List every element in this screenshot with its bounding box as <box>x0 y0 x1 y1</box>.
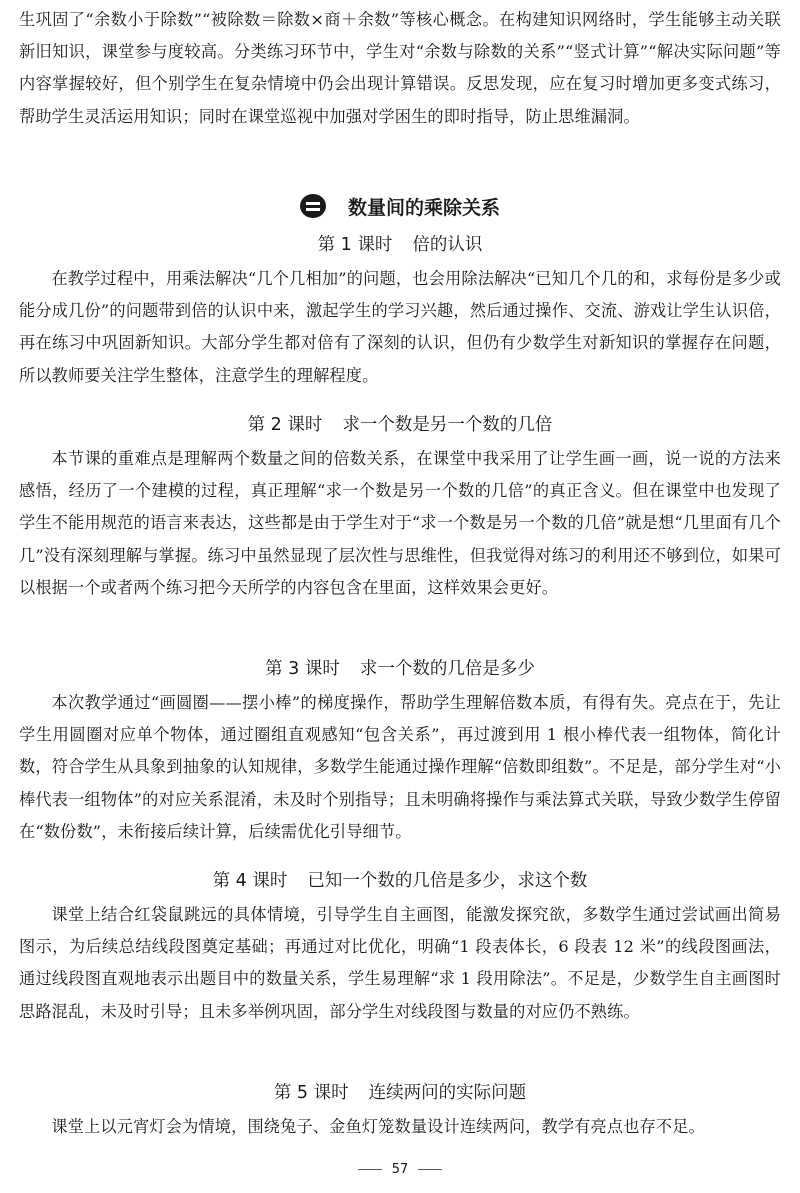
lesson-5-number: 第 5 课时 <box>273 1083 349 1103</box>
footer-dash-left <box>358 1169 382 1170</box>
page-footer <box>0 1160 800 1180</box>
lesson-4-number: 第 4 课时 <box>212 871 288 891</box>
lesson-4-text: 课堂上结合红袋鼠跳远的具体情境，引导学生自主画图，能激发探究欲，多数学生通过尝试画出简易图示，为后续总结线段图奠定基础；再通过对比优化，明确“1 段表体长，6 段表 12 米”的线段图画法，通过线段图直观地表示出题目中的数量关系，学生易理解“求 1 段用除法”。不足是，少数学生自主画图时思路混乱，未及时引导；且未多举例巩固，部分学生对线段图与数量的对应仍不熟练。 <box>19 905 781 1021</box>
number-two-circle-icon <box>300 194 326 218</box>
lesson-3-number: 第 3 课时 <box>265 659 340 679</box>
lesson-1-number: 第 1 课时 <box>317 235 393 255</box>
page-number: 57 <box>391 1162 409 1177</box>
lesson-2-title: 求一个数是另一个数的几倍 <box>342 415 553 435</box>
lesson-3-title: 求一个数的几倍是多少 <box>359 659 535 679</box>
lesson-4-heading <box>0 863 800 899</box>
lesson-2-number: 第 2 课时 <box>247 415 323 435</box>
lesson-5-title: 连续两问的实际问题 <box>368 1083 527 1103</box>
lesson-1-heading <box>0 227 800 263</box>
section-heading <box>0 188 800 228</box>
lesson-2-text: 本节课的重难点是理解两个数量之间的倍数关系，在课堂中我采用了让学生画一画，说一说的方法来感悟，经历了一个建模的过程，真正理解“求一个数是另一个数的几倍”的真正含义。但在课堂中也发现了学生不能用规范的语言来表达，这些都是由于学生对于“求一个数是另一个数的几倍”就是想“几里面有几个几”没有深刻理解与掌握。练习中虽然显现了层次性与思维性，但我觉得对练习的利用还不够到位，如果可以根据一个或者两个练习把今天所学的内容包含在里面，这样效果会更好。 <box>19 449 781 597</box>
lesson-5-text: 课堂上以元宵灯会为情境，围绕兔子、金鱼灯笼数量设计连续两问，教学有亮点也存不足。 <box>51 1117 705 1136</box>
lesson-3-text: 本次教学通过“画圆圈——摆小棒”的梯度操作，帮助学生理解倍数本质，有得有失。亮点在于，先让学生用圆圈对应单个物体，通过圈组直观感知“包含关系”，再过渡到用 1 根小棒代表一组物体，简化计数，符合学生从具象到抽象的认知规律，多数学生能通过操作理解“倍数即组数”。不足是，部分学生对“小棒代表一组物体”的对应关系混淆，未及时个别指导；且未明确将操作与乘法算式关联，导致少数学生停留在“数份数”，未衔接后续计算，后续需优化引导细节。 <box>19 693 781 841</box>
lesson-1-title: 倍的认识 <box>412 235 483 255</box>
intro-paragraph: 生巩固了“余数小于除数”“被除数＝除数×商＋余数”等核心概念。在构建知识网络时，学生能够主动关联新旧知识，课堂参与度较高。分类练习环节中，学生对“余数与除数的关系”“竖式计算”“解决实际问题”等内容掌握较好，但个别学生在复杂情境中仍会出现计算错误。反思发现，应在复习时增加更多变式练习，帮助学生灵活运用知识；同时在课堂巡视中加强对学困生的即时指导，防止思维漏洞。 <box>19 10 781 126</box>
lesson-4-title: 已知一个数的几倍是多少，求这个数 <box>307 871 588 891</box>
lesson-2-heading <box>0 407 800 443</box>
lesson-3-heading <box>0 651 800 687</box>
lesson-5-heading <box>0 1075 800 1111</box>
footer-dash-right <box>418 1169 442 1170</box>
lesson-1-text: 在教学过程中，用乘法解决“几个几相加”的问题，也会用除法解决“已知几个几的和，求每份是多少或能分成几份”的问题带到倍的认识中来，激起学生的学习兴趣，然后通过操作、交流、游戏让学生认识倍，再在练习中巩固新知识。大部分学生都对倍有了深刻的认识，但仍有少数学生对新知识的掌握存在问题，所以教师要关注学生整体，注意学生的理解程度。 <box>19 269 781 385</box>
section-title: 数量间的乘除关系 <box>347 197 500 219</box>
